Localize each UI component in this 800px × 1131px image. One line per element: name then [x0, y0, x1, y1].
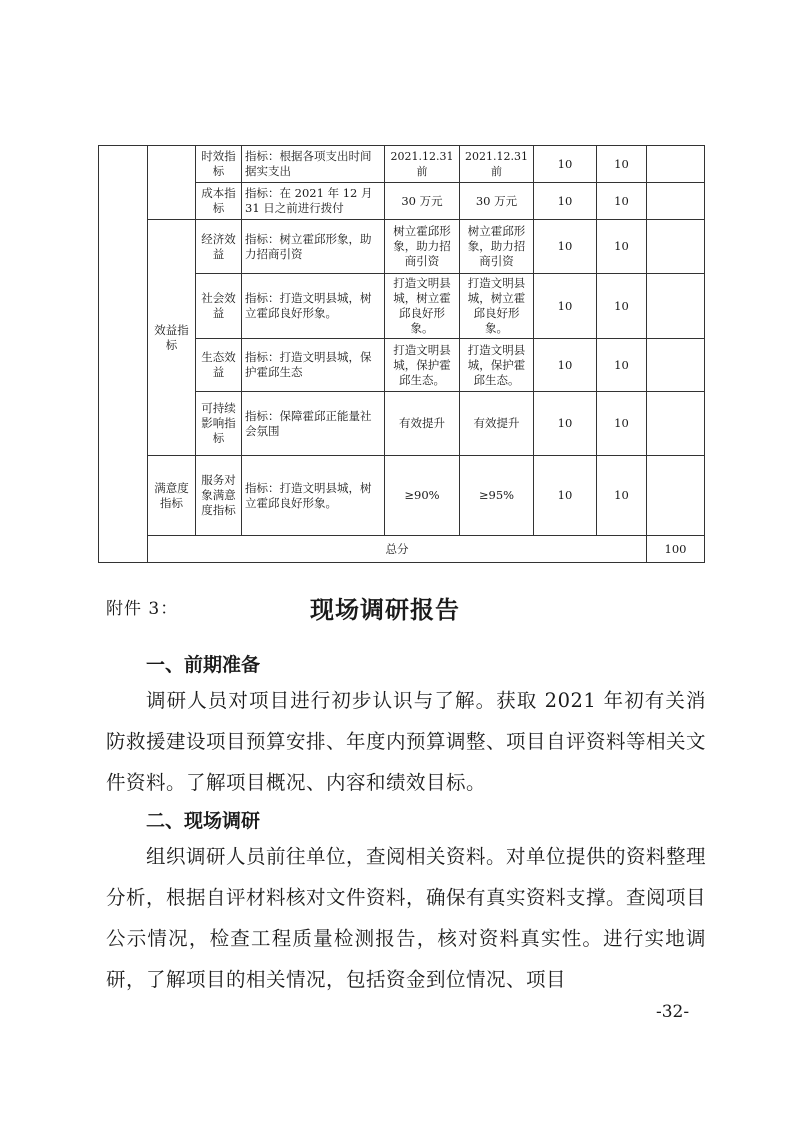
remark-cell — [647, 274, 705, 339]
section-paragraph-field-research: 组织调研人员前往单位，查阅相关资料。对单位提供的资料整理分析，根据自评材料核对文件资料，确保有真实资料支撑。查阅项目公示情况，检查工程质量检测报告，核对资料真实性。进行实地调研，了解项目的相关情况，包括资金到位情况、项目 — [106, 845, 707, 991]
section-paragraph-preparation: 调研人员对项目进行初步认识与了解。获取 2021 年初有关消防救援建设项目预算安排、年度内预算调整、项目自评资料等相关文件资料。了解项目概况、内容和绩效目标。 — [106, 689, 707, 794]
section-heading-field-research: 二、现场调研 — [146, 810, 261, 832]
actual-value: 树立霍邱形象，助力招商引资 — [460, 220, 534, 274]
indicator-name: 生态效益 — [196, 339, 242, 392]
weight-value: 10 — [534, 183, 597, 220]
indicator-desc: 指标：打造文明县城，树立霍邱良好形象。 — [242, 456, 385, 536]
target-value: 打造文明县城，树立霍邱良好形象。 — [385, 274, 460, 339]
level2-cell — [148, 146, 196, 220]
remark-cell — [647, 339, 705, 392]
indicator-desc: 指标：根据各项支出时间据实支出 — [242, 146, 385, 183]
weight-value: 10 — [534, 456, 597, 536]
actual-value: 30 万元 — [460, 183, 534, 220]
benefit-group-label: 效益指标 — [148, 220, 196, 456]
score-value: 10 — [597, 183, 647, 220]
level1-cell — [99, 146, 148, 563]
table-row — [99, 146, 705, 183]
indicator-desc: 指标：树立霍邱形象，助力招商引资 — [242, 220, 385, 274]
remark-cell — [647, 146, 705, 183]
actual-value: 打造文明县城，保护霍邱生态。 — [460, 339, 534, 392]
indicator-desc: 指标：打造文明县城，保护霍邱生态 — [242, 339, 385, 392]
weight-value: 10 — [534, 339, 597, 392]
section-heading-preparation: 一、前期准备 — [146, 654, 261, 676]
attachment-label: 附件 3： — [106, 599, 179, 619]
total-value: 100 — [647, 536, 705, 563]
target-value: 2021.12.31前 — [385, 146, 460, 183]
target-value: ≥90% — [385, 456, 460, 536]
table-row — [99, 220, 705, 274]
indicator-desc: 指标：打造文明县城，树立霍邱良好形象。 — [242, 274, 385, 339]
actual-value: 打造文明县城，树立霍邱良好形象。 — [460, 274, 534, 339]
score-value: 10 — [597, 392, 647, 456]
score-value: 10 — [597, 339, 647, 392]
target-value: 30 万元 — [385, 183, 460, 220]
remark-cell — [647, 392, 705, 456]
actual-value: 2021.12.31前 — [460, 146, 534, 183]
remark-cell — [647, 456, 705, 536]
target-value: 树立霍邱形象，助力招商引资 — [385, 220, 460, 274]
indicator-name: 社会效益 — [196, 274, 242, 339]
page-number: -32- — [656, 1002, 690, 1022]
score-value: 10 — [597, 456, 647, 536]
indicator-desc: 指标：保障霍邱正能量社会氛围 — [242, 392, 385, 456]
remark-cell — [647, 183, 705, 220]
actual-value: ≥95% — [460, 456, 534, 536]
indicator-name: 时效指标 — [196, 146, 242, 183]
satisfaction-group-label: 满意度指标 — [148, 456, 196, 536]
weight-value: 10 — [534, 392, 597, 456]
remark-cell — [647, 220, 705, 274]
report-title: 现场调研报告 — [310, 596, 460, 624]
target-value: 有效提升 — [385, 392, 460, 456]
indicator-desc: 指标：在 2021 年 12 月 31 日之前进行拨付 — [242, 183, 385, 220]
score-value: 10 — [597, 146, 647, 183]
score-value: 10 — [597, 274, 647, 339]
target-value: 打造文明县城，保护霍邱生态。 — [385, 339, 460, 392]
weight-value: 10 — [534, 274, 597, 339]
indicator-name: 可持续影响指标 — [196, 392, 242, 456]
total-label: 总分 — [148, 536, 647, 563]
performance-indicator-table — [98, 145, 705, 563]
score-value: 10 — [597, 220, 647, 274]
actual-value: 有效提升 — [460, 392, 534, 456]
total-row — [99, 536, 705, 563]
indicator-name: 服务对象满意度指标 — [196, 456, 242, 536]
indicator-name: 成本指标 — [196, 183, 242, 220]
table-row — [99, 456, 705, 536]
weight-value: 10 — [534, 146, 597, 183]
indicator-name: 经济效益 — [196, 220, 242, 274]
weight-value: 10 — [534, 220, 597, 274]
